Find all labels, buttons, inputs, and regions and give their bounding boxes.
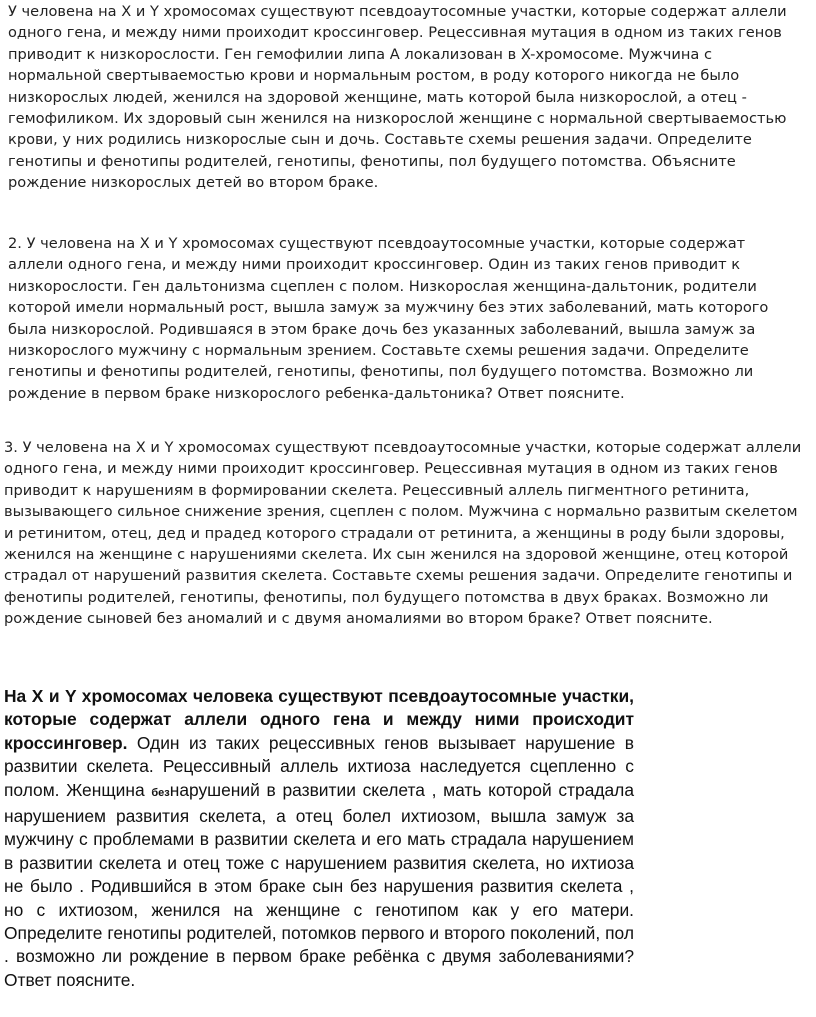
task-4-body-end: нарушений в развитии скелета , мать которой страдала нарушением развития скелета, а отец болел ихтиозом, вышла замуж за мужчину с проблемами в развитии скелета и его мать страдала нарушением в развитии скелета и отец тоже с нарушением развития скелета, но ихтиоза не было . Родившийся в этом браке сын без нарушения развития скелета , но с ихтиозом, женился на женщине с генотипом как у его матери. Определите генотипы родителей, потомков первого и второго поколений, пол . возможно ли рождение в первом браке ребёнка с двумя заболеваниями? Ответ поясните.	[4, 779, 635, 990]
task-4-text	[4, 685, 634, 992]
task-4-small-word: без	[151, 786, 170, 799]
task-4-lead: На X и Y хромосомах человека существуют псевдоаутосомные участки, которые содержат аллели одного гена и между ними происходит кроссинговер.	[4, 686, 634, 753]
task-3-text: 3. У человена на X и Y хромосомах существуют псевдоаутосомные участки, которые содержат аллели одного гена, и между ними проиходит кроссинговер. Рецессивная мутация в одном из таких генов приводит к нарушениям в формировании скелета. Рецессивный аллель пигментного ретинита, вызывающего сильное снижение зрения, сцеплен с полом. Мужчина с нормально развитым скелетом и ретинитом, отец, дед и прадед которого страдали от ретинита, а женщины в роду были здоровы, женился на женщине с нарушениями скелета. Их сын женился на здоровой женщине, отец которой страдал от нарушений развития скелета. Составьте схемы решения задачи. Определите генотипы и фенотипы родителей, генотипы, фенотипы, пол будущего потомства в двух браках. Возможно ли рождение сыновей без аномалий и с двумя аномалиями во втором браке? Ответ поясните.	[4, 439, 802, 628]
task-1-text: У человена на X и Y хромосомах существуют псевдоаутосомные участки, которые содержат аллели одного гена, и между ними проиходит кроссинговер. Рецессивная мутация в одном из таких генов приводит к низкорослости. Ген гемофилии липа А локализован в X-хромосоме. Мужчина с нормальной свертываемостью крови и нормальным ростом, в роду которого никогда не было низкорослых людей, женился на здоровой женщине, мать которой была низкорослой, а отец - гемофиликом. Их здоровый сын женился на низкорослой женщине с нормальной свертываемостью крови, у них родились низкорослые сын и дочь. Составьте схемы решения задачи. Определите генотипы и фенотипы родителей, генотипы, фенотипы, пол будущего потомства. Объясните рождение низкорослых детей во втором браке.	[8, 3, 787, 192]
task-4-body-start: Один из таких рецессивных генов вызывает нарушение в развитии скелета. Рецессивный аллель ихтиоза наследуется сцепленно с полом. Женщина	[4, 732, 634, 800]
task-2-text: 2. У человена на X и Y хромосомах существуют псевдоаутосомные участки, которые содержат аллели одного гена, и между ними проиходит кроссинговер. Один из таких генов приводит к низкорослости. Ген дальтонизма сцеплен с полом. Низкорослая женщина-дальтоник, родители которой имели нормальный рост, вышла замуж за мужчину без этих заболеваний, мать которого была низкорослой. Родившаяся в этом браке дочь без указанных заболеваний, вышла замуж за низкорослого мужчину с нормальным зрением. Составьте схемы решения задачи. Определите генотипы и фенотипы родителей, генотипы, фенотипы, пол будущего потомства. Возможно ли рождение в первом браке низкорослого ребенка-дальтоника? Ответ поясните.	[8, 235, 769, 402]
